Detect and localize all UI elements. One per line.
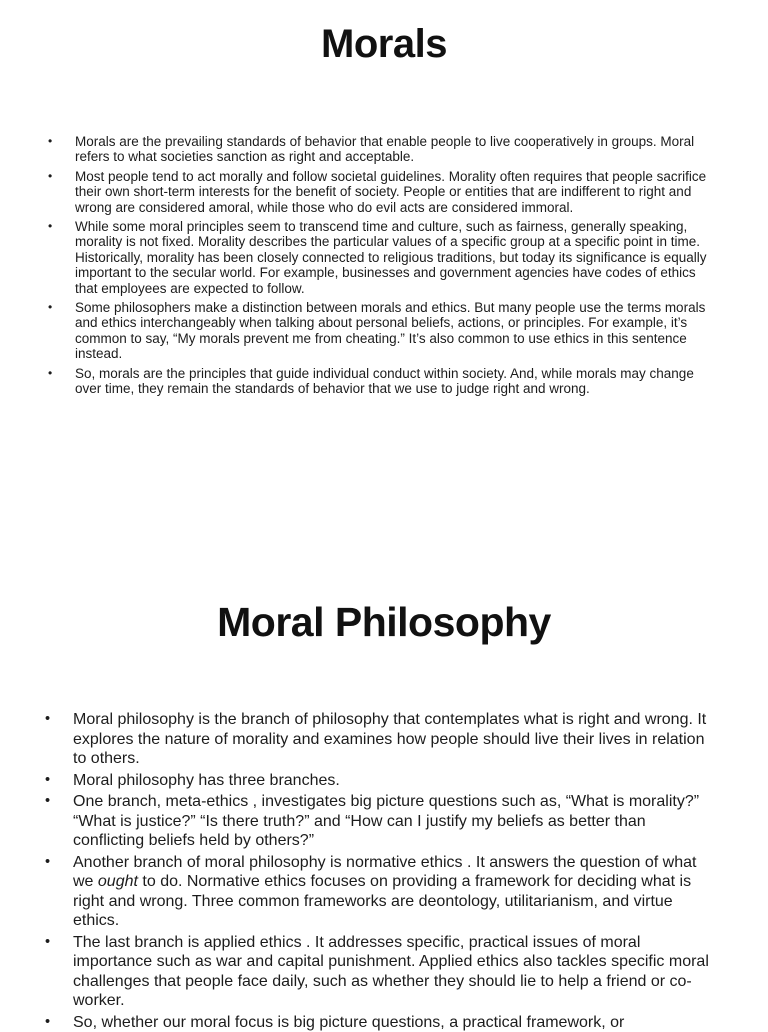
bullet-item <box>45 933 719 1011</box>
bullet-text: So, whether our moral focus is big picture questions, a practical framework, or <box>73 1014 624 1031</box>
bullet-item <box>48 169 719 215</box>
bullet-item <box>45 710 719 769</box>
slide-title-moral-philosophy: Moral Philosophy <box>0 512 768 647</box>
bullet-text: While some moral principles seem to transcend time and culture, such as fairness, generally speaking, morality is not fixed. Morality describes the particular values of a specific group at a specific point in time. Historically, morality has been closely connected to religious traditions, but today its significance is equally important to the secular world. For example, businesses and government agencies have codes of ethics that employees are expected to follow. <box>75 219 707 296</box>
slide-moral-philosophy <box>0 512 768 1024</box>
slide-title-morals: Morals <box>0 0 768 68</box>
slide-morals <box>0 0 768 512</box>
bullet-text: The last branch is applied ethics . It addresses specific, practical issues of moral importance such as war and capital punishment. Applied ethics also tackles specific moral challenges that people face daily, such as whether they should lie to help a friend or co-worker. <box>73 934 709 1010</box>
bullet-text-italic: ought <box>98 873 138 890</box>
bullet-text: One branch, meta-ethics , investigates big picture questions such as, “What is morality?” “What is justice?” “Is there truth?” and “How can I justify my beliefs as better than conflicting beliefs held by others?” <box>73 793 699 849</box>
bullet-text: Moral philosophy is the branch of philosophy that contemplates what is right and wrong. It explores the nature of morality and examines how people should live their lives in relation to others. <box>73 711 706 767</box>
bullet-item <box>45 853 719 931</box>
bullet-item <box>48 219 719 296</box>
bullet-text: So, morals are the principles that guide individual conduct within society. And, while morals may change over time, they remain the standards of behavior that we use to judge right and wrong. <box>75 366 694 396</box>
bullet-list-morals <box>48 134 722 397</box>
bullet-text: Moral philosophy has three branches. <box>73 772 340 789</box>
bullet-text: Morals are the prevailing standards of behavior that enable people to live cooperatively in groups. Moral refers to what societies sanction as right and acceptable. <box>75 134 694 164</box>
bullet-text: Most people tend to act morally and follow societal guidelines. Morality often requires that people sacrifice their own short-term interests for the benefit of society. People or entities that are indifferent to right and wrong are considered amoral, while those who do evil acts are considered immoral. <box>75 169 706 215</box>
bullet-text: Another branch of moral philosophy is normative ethics . It answers the question of what we <box>73 854 696 891</box>
bullet-item <box>45 771 719 791</box>
bullet-list-moral-philosophy <box>45 710 718 1032</box>
bullet-item <box>48 366 719 397</box>
bullet-text: Some philosophers make a distinction between morals and ethics. But many people use the terms morals and ethics interchangeably when talking about personal beliefs, actions, or principles. For example, it’s common to say, “My morals prevent me from cheating.” It’s also common to use ethics in this sentence instead. <box>75 300 705 361</box>
bullet-text: to do. Normative ethics focuses on providing a framework for deciding what is right and wrong. Three common frameworks are deontology, utilitarianism, and virtue ethics. <box>73 873 691 929</box>
bullet-item <box>48 134 719 165</box>
bullet-item <box>45 792 719 851</box>
bullet-item <box>48 300 719 362</box>
bullet-item <box>45 1013 719 1032</box>
